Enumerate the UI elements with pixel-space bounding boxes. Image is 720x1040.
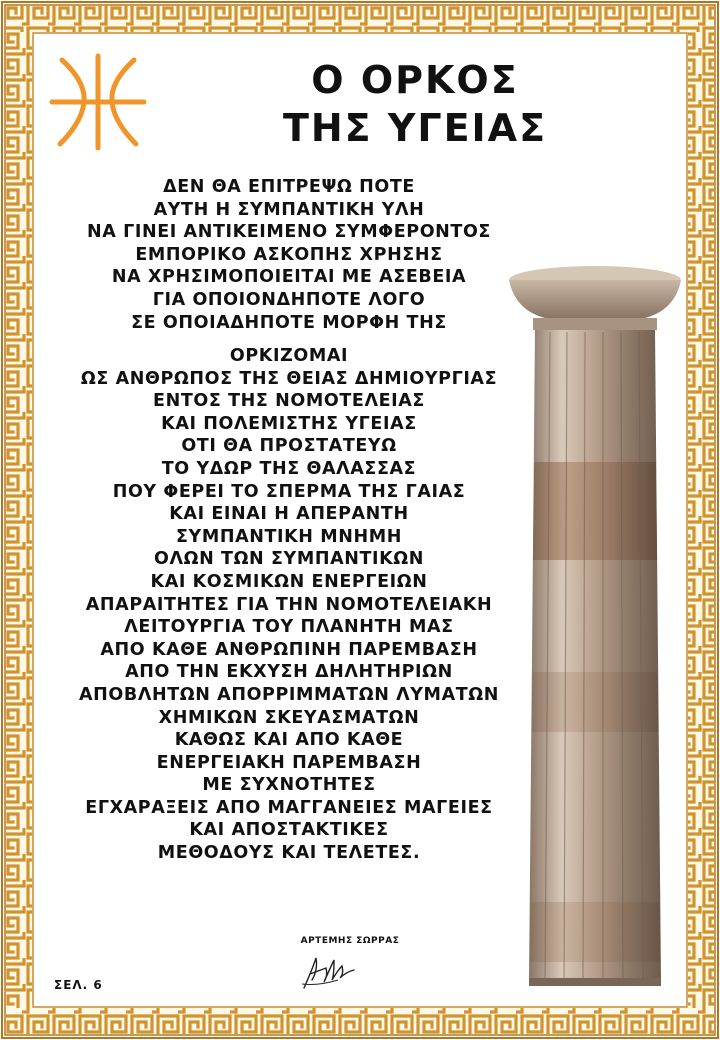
page-title-line1: Ο ΟΡΚΟΣ (311, 58, 519, 102)
verse-line: ΓΙΑ ΟΠΟΙΟΝΔΗΠΟΤΕ ΛΟΓΟ (152, 289, 426, 310)
verse-line: ΤΟ ΥΔΩΡ ΤΗΣ ΘΑΛΑΣΣΑΣ (161, 458, 417, 479)
greek-column-image (505, 262, 685, 988)
verse-line: ΟΤΙ ΘΑ ΠΡΟΣΤΑΤΕΥΩ (181, 436, 397, 457)
verse-line: ΑΥΤΗ Η ΣΥΜΠΑΝΤΙΚΗ ΥΛΗ (153, 199, 425, 220)
verse-line: ΠΟΥ ΦΕΡΕΙ ΤΟ ΣΠΕΡΜΑ ΤΗΣ ΓΑΙΑΣ (112, 481, 466, 502)
page-number: ΣΕΛ. 6 (54, 978, 103, 992)
author-name: ΑΡΤΕΜΗΣ ΣΩΡΡΑΣ (300, 936, 400, 946)
verse-line: ΟΡΚΙΖΟΜΑΙ (229, 346, 349, 366)
verse-line: ΣΥΜΠΑΝΤΙΚΗ ΜΝΗΜΗ (176, 526, 402, 547)
verse-block-1 (0, 176, 578, 334)
verse-line: ΕΓΧΑΡΑΞΕΙΣ ΑΠΟ ΜΑΓΓΑΝΕΙΕΣ ΜΑΓΕΙΕΣ (85, 797, 493, 818)
verse-line: ΚΑΙ ΠΟΛΕΜΙΣΤΗΣ ΥΓΕΙΑΣ (161, 413, 417, 434)
verse-line: ΜΕΘΟΔΟΥΣ ΚΑΙ ΤΕΛΕΤΕΣ. (157, 843, 421, 864)
verse-line: ΜΕ ΣΥΧΝΟΤΗΤΕΣ (202, 775, 376, 796)
verse-block-2 (0, 345, 578, 865)
signature-icon (298, 950, 358, 992)
verse-line: ΑΠΟΒΛΗΤΩΝ ΑΠΟΡΡΙΜΜΑΤΩΝ ΛΥΜΑΤΩΝ (79, 684, 499, 705)
verse-line: ΚΑΙ ΕΙΝΑΙ Η ΑΠΕΡΑΝΤΗ (169, 504, 409, 525)
page-title-line2: ΤΗΣ ΥΓΕΙΑΣ (282, 106, 548, 150)
verse-line: ΕΝΤΟΣ ΤΗΣ ΝΟΜΟΤΕΛΕΙΑΣ (153, 391, 425, 412)
verse-line: ΑΠΟ ΚΑΘΕ ΑΝΘΡΩΠΙΝΗ ΠΑΡΕΜΒΑΣΗ (100, 639, 478, 660)
verse-line: ΕΜΠΟΡΙΚΟ ΑΣΚΟΠΗΣ ΧΡΗΣΗΣ (135, 244, 443, 265)
verse-line: ΚΑΘΩΣ ΚΑΙ ΑΠΟ ΚΑΘΕ (174, 730, 404, 751)
verse-line: ΑΠΟ ΤΗΝ ΕΚΧΥΣΗ ΔΗΛΗΤΗΡΙΩΝ (125, 662, 453, 683)
verse-line: ΝΑ ΧΡΗΣΙΜΟΠΟΙΕΙΤΑΙ ΜΕ ΑΣΕΒΕΙΑ (111, 267, 467, 288)
verse-line: ΚΑΙ ΚΟΣΜΙΚΩΝ ΕΝΕΡΓΕΙΩΝ (150, 571, 428, 592)
verse-line: ΚΑΙ ΑΠΟΣΤΑΚΤΙΚΕΣ (189, 820, 389, 841)
sun-cross-symbol-icon (48, 52, 148, 152)
verse-line: ΟΛΩΝ ΤΩΝ ΣΥΜΠΑΝΤΙΚΩΝ (154, 549, 424, 570)
verse-line: ΣΕ ΟΠΟΙΑΔΗΠΟΤΕ ΜΟΡΦΗ ΤΗΣ (131, 312, 447, 333)
verse-line: ΑΠΑΡΑΙΤΗΤΕΣ ΓΙΑ ΤΗΝ ΝΟΜΟΤΕΛΕΙΑΚΗ (85, 594, 493, 615)
verse-line: ΧΗΜΙΚΩΝ ΣΚΕΥΑΣΜΑΤΩΝ (158, 707, 420, 728)
verse-line: ΩΣ ΑΝΘΡΩΠΟΣ ΤΗΣ ΘΕΙΑΣ ΔΗΜΙΟΥΡΓΙΑΣ (80, 368, 498, 389)
verse-line: ΛΕΙΤΟΥΡΓΙΑ ΤΟΥ ΠΛΑΝΗΤΗ ΜΑΣ (124, 617, 454, 638)
verse-line: ΝΑ ΓΙΝΕΙ ΑΝΤΙΚΕΙΜΕΝΟ ΣΥΜΦΕΡΟΝΤΟΣ (87, 222, 491, 243)
verse-line: ΕΝΕΡΓΕΙΑΚΗ ΠΑΡΕΜΒΑΣΗ (156, 752, 422, 773)
verse-line: ΔΕΝ ΘΑ ΕΠΙΤΡΕΨΩ ΠΟΤΕ (163, 177, 415, 197)
